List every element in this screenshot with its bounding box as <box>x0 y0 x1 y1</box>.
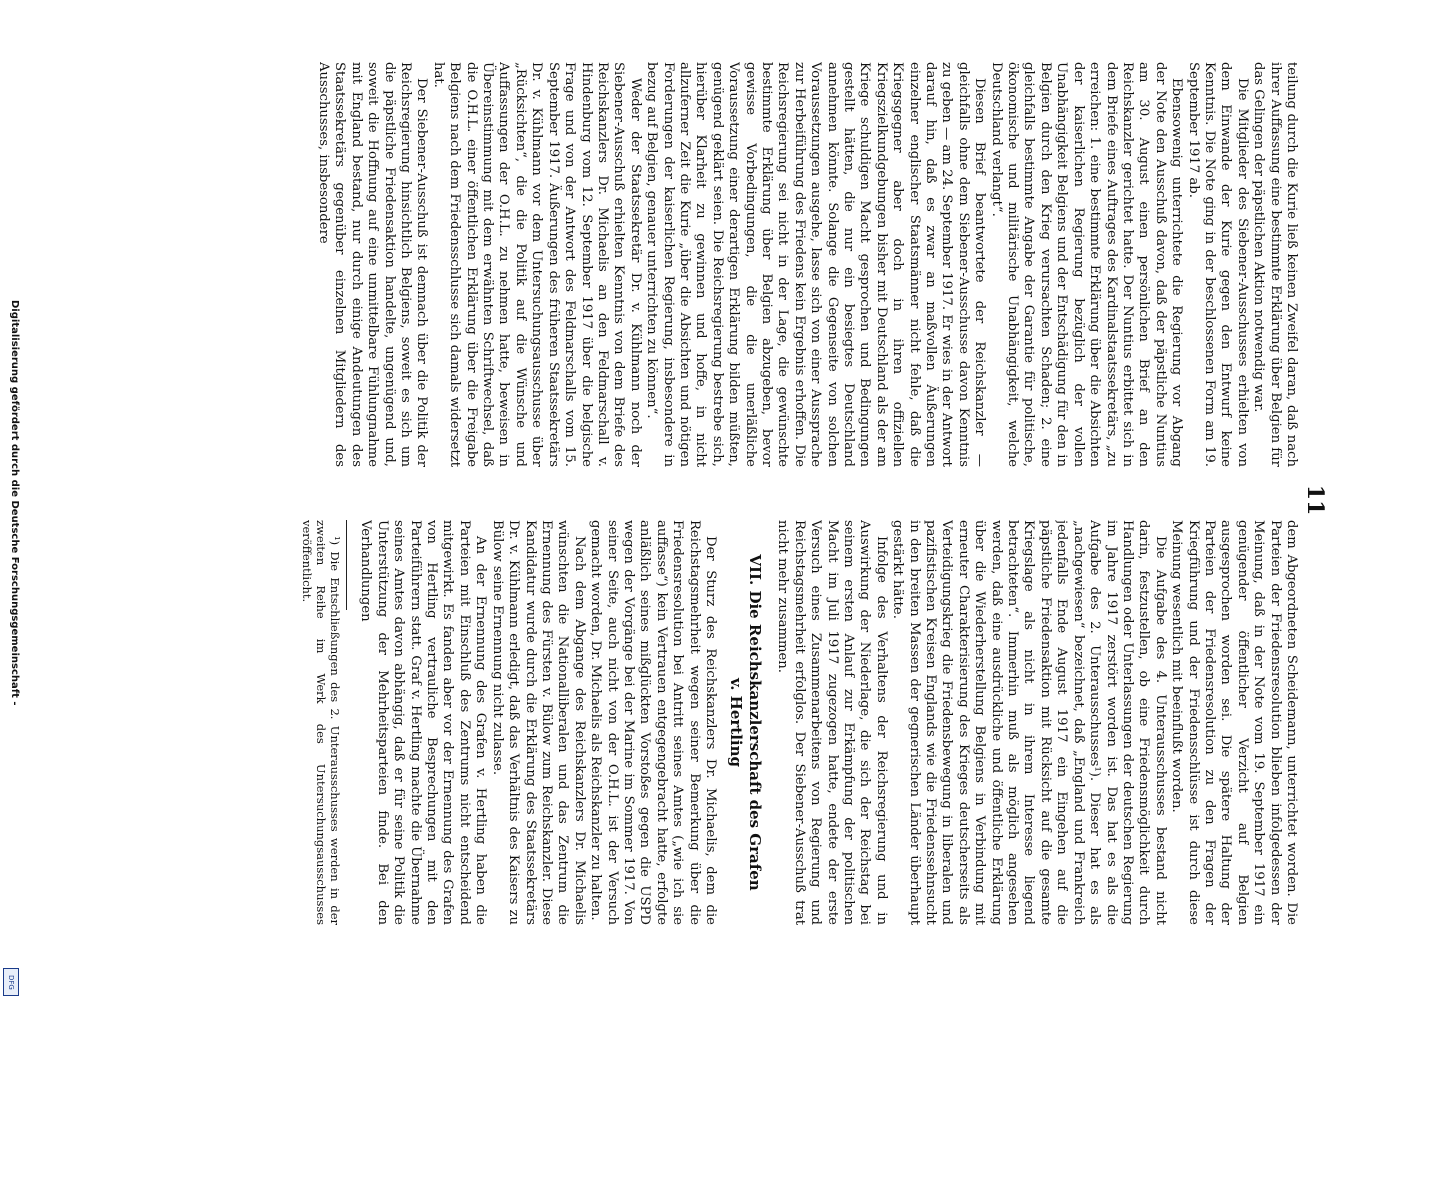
footnote: ¹) Die Entschließungen des 2. Unterausschusses werden in der zweiten Reihe im Werk des Untersuchungsausschusses veröffentlicht. <box>300 520 343 925</box>
paragraph: dem Abgeordneten Scheidemann, unterrichtet worden. Die Parteien der Friedensresolution blieben infolgedessen der Meinung, daß in der Note vom 19. September 1917 ein genügender öffentlicher Verzicht auf Belgien ausgesprochen worden sei. Die spätere Haltung der Parteien der Friedensresolution zu den Fragen der Kriegführung und der Friedensschlüsse ist durch diese Meinung wesentlich mit beeinflußt worden. <box>1169 520 1299 925</box>
section-heading-line: v. Hertling <box>727 678 745 767</box>
paragraph: Nach dem Abgange des Reichskanzlers Dr. Michaelis wünschten die Nationalliberalen und das Zentrum die Ernennung des Fürsten v. Bülow zum Reichskanzler. Diese Kandidatur wurde durch die Erklärung des Staatssekretärs Dr. v. Kühlmann erledigt, daß das Verhältnis des Kaisers zu Bülow seine Ernennung nicht zulasse. <box>489 520 587 925</box>
dfg-logo-icon: DFG <box>3 968 19 996</box>
paragraph: Diesen Brief beantwortete der Reichskanzler — gleichfalls ohne dem Siebener-Ausschusse davon Kenntnis zu geben — am 24. September 1917. Er wies in der Antwort darauf hin, daß es zwar an maßvollen Äußerungen einzelner englischer Staatsmänner nicht fehle, daß die Kriegsgegner aber doch in ihren offiziellen Kriegszielkundgebungen bisher mit Deutschland als der am Kriege schuldigen Macht gesprochen und Bedingungen gestellt hätten, die nur ein besiegtes Deutschland annehmen könnte. Solange die Gegenseite von solchen Voraussetzungen ausgehe, lasse sich von einer Aussprache zur Herbeiführung des Friedens kein Ergebnis erhoffen. Die Reichsregierung sei nicht in der Lage, die gewünschte bestimmte Erklärung über Belgien abzugeben, bevor gewisse Vorbedingungen, die die unerläßliche Voraussetzung einer derartigen Erklärung bilden müßten, genügend geklärt seien. Die Reichsregierung bestrebe sich, hierüber Klarheit zu gewinnen und hoffe, in nicht allzuferner Zeit die Kurie „über die Absichten und nötigen Forderungen der kaiserlichen Regierung, insbesondere in bezug auf Belgien, genauer unterrichten zu können“. <box>644 62 988 467</box>
paragraph: Die Mitglieder des Siebener-Ausschusses erhielten von dem Einwande der Kurie gegen den Entwurf keine Kenntnis. Die Note ging in der beschlossenen Form am 19. September 1917 ab. <box>1185 62 1250 467</box>
right-column <box>109 520 1299 925</box>
paragraph: Der Siebener-Ausschuß ist demnach über die Politik der Reichsregierung hinsichtlich Belgiens, soweit es sich um die päpstliche Friedensaktion handelte, ungenügend und, soweit die Hoffnung auf eine unmittelbare Fühlungnahme mit England bestand, nur durch einige Andeutungen des Staatssekretärs gegenüber einzelnen Mitgliedern des Ausschusses, insbesondere <box>316 62 430 467</box>
section-heading-line: VII. Die Reichskanzlerschaft des Grafen <box>746 554 764 891</box>
paragraph: An der Ernennung des Grafen v. Hertling haben die Parteien mit Einschluß des Zentrums nicht entscheidend mitgewirkt. Es fanden aber vor der Ernennung des Grafen von Hertling vertrauliche Besprechungen mit den Parteiführern statt. Graf v. Hertling machte die Übernahme seines Amtes davon abhängig, daß er für seine Politik die Unterstützung der Mehrheitsparteien finde. Bei den Verhandlungen <box>358 520 489 925</box>
page-number: 11 <box>1302 484 1328 516</box>
paragraph: Die Aufgabe des 4. Unterausschusses bestand nicht darin, festzustellen, ob eine Friedensmöglichkeit durch Handlungen oder Unterlassungen der deutschen Regierung im Jahre 1917 zerstört worden ist. Das hat es als die Aufgabe des 2. Unterausschusses¹). Dieser hat es als „nachgewiesen“ bezeichnet, daß „England und Frankreich jedenfalls Ende August 1917 ein Eingehen auf die päpstliche Friedensaktion mit Rücksicht auf die gesamte Kriegslage als nicht in ihrem Interesse liegend betrachteten“. Immerhin muß als möglich angesehen werden, daß eine ausdrückliche und öffentliche Erklärung über die Wiederherstellung Belgiens in Verbindung mit erneuter Charakterisierung des Krieges deutscherseits als Verteidigungskrieg die Friedensbewegung in liberalen und pazifistischen Kreisen Englands wie die Friedenssehnsucht in den breiten Massen der gegnerischen Länder überhaupt gestärkt hätte. <box>890 520 1168 925</box>
paragraph: Weder der Staatssekretär Dr. v. Kühlmann noch der Siebener-Ausschuß erhielten Kenntnis von dem Briefe des Reichskanzlers Dr. Michaelis an den Feldmarschall v. Hindenburg vom 12. September 1917 über die belgische Frage und von der Antwort des Feldmarschalls vom 15. September 1917. Äußerungen des früheren Staatssekretärs Dr. v. Kühlmann vor dem Untersuchungsausschusse über „Rücksichten“, die die Politik auf die Wünsche und Auffassungen der O.H.L. zu nehmen hatte, beweisen in Übereinstimmung mit dem erwähnten Schriftwechsel, daß die O.H.L. einer öffentlichen Erklärung über die Freigabe Belgiens nach dem Friedensschlusse sich damals widersetzt hat. <box>430 62 643 467</box>
paragraph: Infolge des Verhaltens der Reichsregierung und in Auswirkung der Niederlage, die sich der Reichstag bei seinem ersten Anlauf zur Erkämpfung der politischen Macht im Juli 1917 zugezogen hatte, endete der erste Versuch eines Zusammenarbeitens von Regierung und Reichstagsmehrheit erfolglos. Der Siebener-Ausschuß trat nicht mehr zusammen. <box>775 520 889 925</box>
footnote-divider <box>346 520 347 610</box>
paragraph: Ebensowenig unterrichtete die Regierung vor Abgang der Note den Ausschuß davon, daß der päpstliche Nuntius am 30. August einen persönlichen Brief an den Reichskanzler gerichtet hatte. Der Nuntius erbittet sich in dem Briefe eines Auftrages des Kardinalstaatssekretärs, „zu erreichen: 1. eine bestimmte Erklärung über die Absichten der kaiserlichen Regierung bezüglich der vollen Unabhängigkeit Belgiens und der Entschädigung für den in Belgien durch den Krieg verursachten Schaden; 2. eine gleichfalls bestimmte Angabe der Garantie für politische, ökonomische und militärische Unabhängigkeit, welche Deutschland verlangt“. <box>988 62 1185 467</box>
paragraph: teilung durch die Kurie ließ keinen Zweifel daran, daß nach ihrer Auffassung eine bestimmte Erklärung über Belgien für das Gelingen der päpstlichen Aktion notwendig war. <box>1251 62 1299 467</box>
left-column <box>109 62 1299 467</box>
paragraph: Der Sturz des Reichskanzlers Dr. Michaelis, dem die Reichstagsmehrheit wegen seiner Bemerkung über die Friedensresolution bei Antritt seines Amtes („wie ich sie auffasse“) kein Vertrauen entgegengebracht hatte, erfolgte anläßlich seines mißglückten Vorstoßes gegen die USPD wegen der Vorgänge bei der Marine im Sommer 1917. Von seiner Seite, auch nicht von der O.H.L. ist der Versuch gemacht worden, Dr. Michaelis als Reichskanzler zu halten. <box>588 520 718 925</box>
credit-text: Digitalisierung gefördert durch die Deutsche Forschungsgemeinschaft - <box>9 300 20 706</box>
section-heading <box>726 520 764 925</box>
